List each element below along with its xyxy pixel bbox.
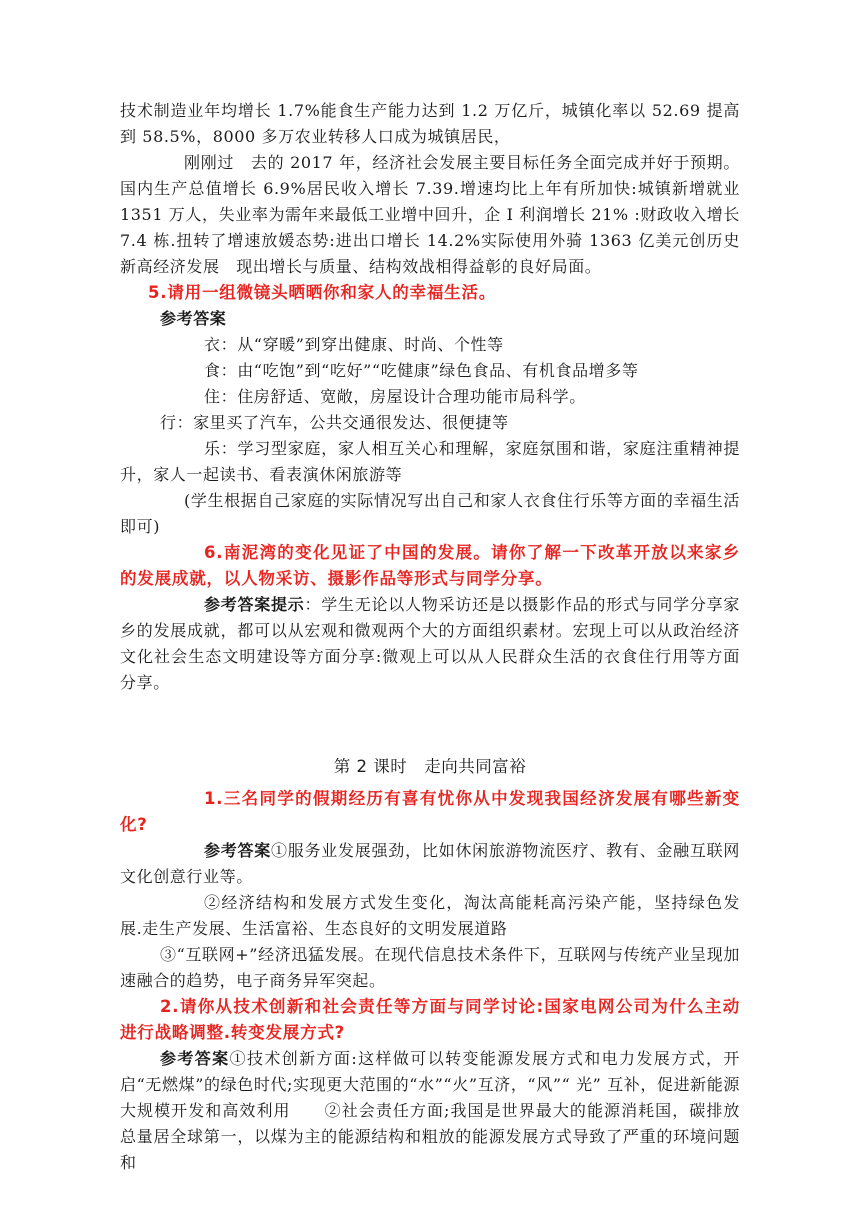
question-5: 5.请用一组微镜头晒晒你和家人的幸福生活。	[148, 283, 497, 302]
answer-q5-transport: 行：家里买了汽车，公共交通很发达、很便捷等	[160, 413, 509, 432]
paragraph-2017-review: 刚刚过 去的 2017 年，经济社会发展主要目标任务全面完成并好于预期。国内生产总值增长 6.9%居民收入增长 7.39.增速均比上年有所加快:城镇新增就业 1351 万人，失业率为需年来最低工业增中回升，企 I 利润增长 21% :财政收入增长 7.4 栋.扭转了增速放媛态势:进出口增长 14.2%实际使用外骑 1363 亿美元创历史新高经济发展 现出增长与质量、结构效战相得益彰的良好局面。	[120, 153, 740, 276]
paragraph-growth-stats: 技术制造业年均增长 1.7%能食生产能力达到 1.2 万亿斤，城镇化率以 52.69 提高到 58.5%，8000 多万农业转移人口成为城镇居民，	[120, 101, 740, 146]
section-title: 第 2 课时 走向共同富裕	[333, 757, 527, 776]
question-6: 6.南泥湾的变化见证了中国的发展。请你了解一下改革开放以来家乡的发展成就，以人物采访、摄影作品等形式与同学分享。	[120, 543, 740, 588]
question-2: 2.请你从技术创新和社会责任等方面与同学讨论:国家电网公司为什么主动进行战略调整.转变发展方式?	[120, 997, 740, 1042]
answer-q5-note: (学生根据自己家庭的实际情况写出自己和家人衣食住行乐等方面的幸福生活即可)	[120, 491, 740, 536]
answer-q1-3: ③“互联网+”经济迅猛发展。在现代信息技术条件下，互联网与传统产业呈现加速融合的趋势，电子商务异军突起。	[120, 945, 740, 990]
answer-q2-text: ①技术创新方面:这样做可以转变能源发展方式和电力发展方式，开启“无燃煤”的绿色时代;实现更大范围的“水”“火”互济，“风”“ 光” 互补，促进新能源大规模开发和高效利用 ②社会责任方面;我国是世界最大的能源消耗国，碳排放总量居全球第一，以煤为主的能源结构和粗放的能源发展方式导致了严重的环境问题和	[120, 1049, 740, 1172]
answer-q5-food: 食：由“吃饱”到“吃好”“吃健康”绿色食品、有机食品增多等	[204, 361, 639, 380]
answer-q6-text: ：学生无论以人物采访还是以摄影作品的形式与同学分享家乡的发展成就，都可以从宏观和微观两个大的方面组织素材。宏现上可以从政治经济文化社会生态文明建设等方面分享:微观上可以从人民群众生活的衣食住行用等方面分享。	[120, 595, 740, 692]
answer-q2	[120, 1046, 740, 1176]
question-1: 1.三名同学的假期经历有喜有忧你从中发现我国经济发展有哪些新变化?	[120, 789, 740, 834]
answer-label-q2: 参考答案	[160, 1049, 230, 1068]
answer-q1-1	[120, 838, 740, 890]
answer-label-q1: 参考答案	[204, 841, 272, 860]
answer-q5-clothing: 衣：从“穿暖”到穿出健康、时尚、个性等	[204, 335, 504, 354]
answer-q1-2: ②经济结构和发展方式发生变化，淘汰高能耗高污染产能，坚持绿色发展.走生产发展、生活富裕、生态良好的文明发展道路	[120, 893, 740, 938]
section-gap	[120, 696, 740, 754]
document-page	[120, 98, 740, 1176]
answer-q5-leisure: 乐：学习型家庭，家人相互关心和理解，家庭氛围和谐，家庭注重精神提升，家人一起读书、看表演休闲旅游等	[120, 439, 740, 484]
answer-q1-1-text: ①服务业发展强劲，比如休闲旅游物流医疗、教有、金融互联网文化创意行业等。	[120, 841, 740, 886]
answer-label-q6: 参考答案提示	[204, 595, 305, 614]
answer-q5-housing: 住：住房舒适、宽敞，房屋设计合理功能市局科学。	[204, 387, 586, 406]
answer-label-q5: 参考答案	[160, 309, 227, 328]
answer-q6	[120, 592, 740, 696]
